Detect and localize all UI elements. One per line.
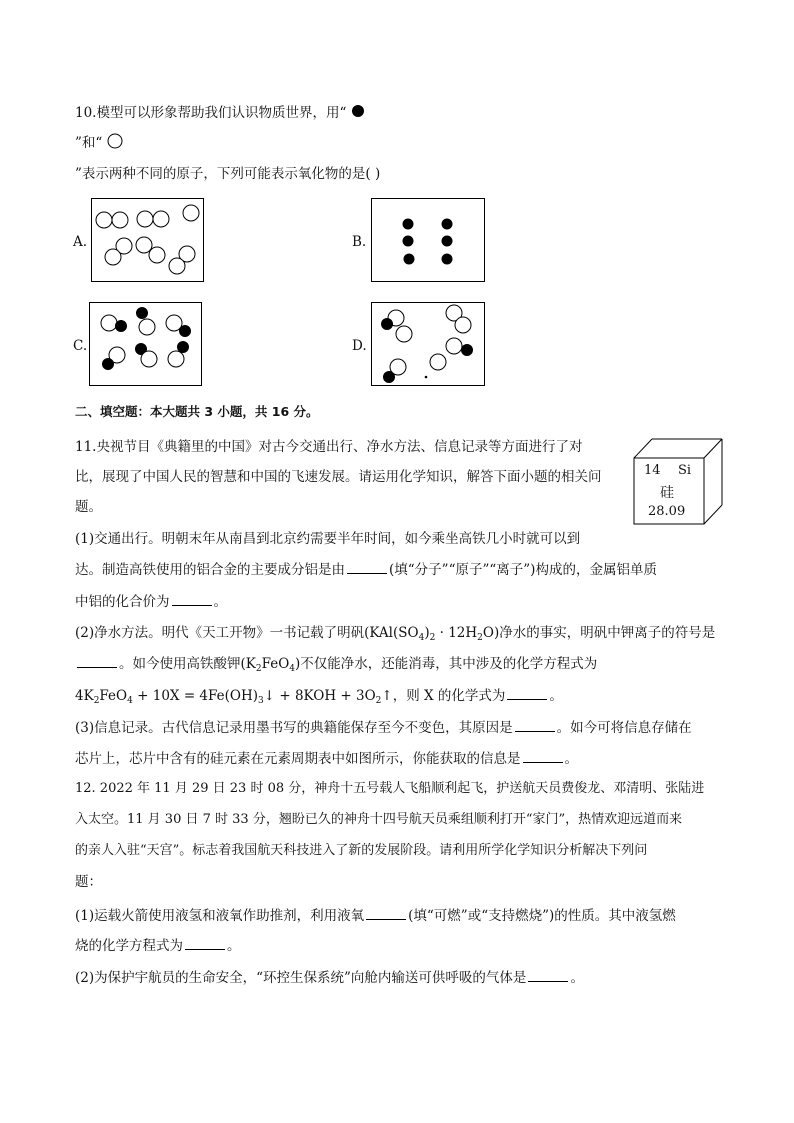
option-c-atoms <box>90 303 201 385</box>
black-atom <box>404 254 415 265</box>
option-c-label: C. <box>73 338 88 354</box>
answer-blank[interactable] <box>507 685 547 700</box>
option-a-diagram <box>91 198 204 282</box>
element-symbol: Si <box>678 463 692 478</box>
white-atom <box>105 249 121 265</box>
option-d-atoms <box>372 303 484 385</box>
black-atom <box>103 359 114 370</box>
black-atom <box>442 236 453 247</box>
option-a-label: A. <box>73 234 88 250</box>
black-atom <box>442 219 453 230</box>
white-atom <box>153 211 169 227</box>
white-atom <box>96 212 112 228</box>
q11-intro-1: 11.央视节目《典籍里的中国》对古今交通出行、净水方法、信息记录等方面进行了对 <box>75 439 583 455</box>
black-atom <box>382 319 393 330</box>
black-atom <box>178 342 189 353</box>
q12-intro-4: 题： <box>75 874 102 890</box>
option-d-diagram <box>371 302 485 386</box>
q12-intro-1: 12. 2022 年 11 月 29 日 23 时 08 分，神舟十五号载人飞船顺利起飞，护送航天员费俊龙、邓清明、张陆进 <box>75 781 705 796</box>
white-atom <box>168 351 184 367</box>
white-atom <box>101 315 117 331</box>
black-atom <box>384 372 395 383</box>
answer-blank[interactable] <box>528 967 568 982</box>
white-atom <box>139 319 155 335</box>
black-atom <box>180 326 191 337</box>
white-atom <box>183 205 199 221</box>
q10-line1: 10.模型可以形象帮助我们认识物质世界，用“ <box>75 103 365 123</box>
white-atom <box>455 317 471 333</box>
atomic-mass: 28.09 <box>648 504 686 519</box>
atomic-number: 14 <box>644 463 661 478</box>
black-atom <box>116 321 127 332</box>
option-a-atoms <box>92 199 203 281</box>
white-atom <box>430 354 446 370</box>
q11-p1-line2: 达。制造高铁使用的铝合金的主要成分铝是由 (填“分子”“原子”“离子”)构成的，金属铝单质 <box>75 559 657 580</box>
option-b-atoms <box>372 199 484 281</box>
q10-line2: ”和“ <box>75 133 123 153</box>
speck <box>425 376 427 378</box>
white-atom <box>141 351 157 367</box>
option-b-diagram <box>371 198 485 282</box>
black-atom <box>403 219 414 230</box>
answer-blank[interactable] <box>515 717 555 732</box>
option-d-label: D. <box>352 338 367 354</box>
white-atom <box>137 211 153 227</box>
q11-p2-line2: 。如今使用高铁酸钾$(K_2FeO_4)$不仅能净水，还能消毒，其中涉及的化学方程式为 <box>75 653 597 674</box>
black-atom <box>137 308 148 319</box>
white-atom <box>446 338 462 354</box>
q10-line3: ”表示两种不同的原子，下列可能表示氧化物的是( ) <box>75 166 381 182</box>
white-atom <box>396 326 412 342</box>
q12-p2-line: (2)为保护宇航员的生命安全，“环控生保系统”向舱内输送可供呼吸的气体是 。 <box>75 967 584 988</box>
section-heading: 二、填空题：本大题共 3 小题，共 16 分。 <box>75 404 319 419</box>
white-atom <box>136 237 152 253</box>
white-atom <box>169 258 185 274</box>
silicon-element-card <box>632 437 724 527</box>
q12-p1-line1: (1)运载火箭使用液氢和液氧作助推剂，利用液氧 (填“可燃”或“支持燃烧”)的性质。其中液氢燃 <box>75 905 676 926</box>
answer-blank[interactable] <box>366 905 406 920</box>
q11-p3-line1: (3)信息记录。古代信息记录用墨书写的典籍能保存至今不变色，其原因是 。如今可将信息存储在 <box>75 717 692 738</box>
black-atom-icon <box>351 104 365 118</box>
q11-intro-3: 题。 <box>75 499 102 515</box>
q12-p1-line2: 烧的化学方程式为 。 <box>75 935 241 956</box>
black-atom <box>403 236 414 247</box>
q11-p3-line2: 芯片上，芯片中含有的硅元素在元素周期表中如图所示，你能获取的信息是 。 <box>75 748 578 769</box>
q12-intro-3: 的亲人入驻“天宫”。标志着我国航天科技进入了新的发展阶段。请利用所学化学知识分析解决下列问 <box>75 843 648 858</box>
black-atom <box>442 254 453 265</box>
option-b-label: B. <box>352 234 367 250</box>
white-atom-icon <box>107 133 123 149</box>
q11-intro-2: 比，展现了中国人民的智慧和中国的飞速发展。请运用化学知识，解答下面小题的相关问 <box>75 469 602 485</box>
answer-blank[interactable] <box>347 559 387 574</box>
q11-p1-line1: (1)交通出行。明朝末年从南昌到北京约需要半年时间，如今乘坐高铁几小时就可以到 <box>75 531 581 547</box>
q12-intro-2: 入太空。11 月 30 日 7 时 33 分，翘盼已久的神舟十四号航天员乘组顺利打开“家门”，热情欢迎远道而来 <box>75 812 683 827</box>
white-atom <box>112 212 128 228</box>
answer-blank[interactable] <box>77 653 117 668</box>
q11-p2-equation: $4K_2FeO_4 + 10X$ = $4Fe(OH)_3↓ + 8KOH$ + $3O_2↑$，则 X 的化学式为 。 <box>75 685 563 706</box>
black-atom <box>462 345 473 356</box>
white-atom <box>149 247 165 263</box>
answer-blank[interactable] <box>172 591 212 606</box>
element-name: 硅 <box>660 485 674 501</box>
q11-p1-line3: 中铝的化合价为 。 <box>75 591 227 612</box>
answer-blank[interactable] <box>185 935 225 950</box>
answer-blank[interactable] <box>523 748 563 763</box>
option-c-diagram <box>89 302 202 386</box>
q11-p2-line1: (2)净水方法。明代《天工开物》一书记载了明矾$(KAl(SO_4)_2 \cdot 12H_2O)$净水的事实，明矾中钾离子的符号是 <box>75 625 716 643</box>
